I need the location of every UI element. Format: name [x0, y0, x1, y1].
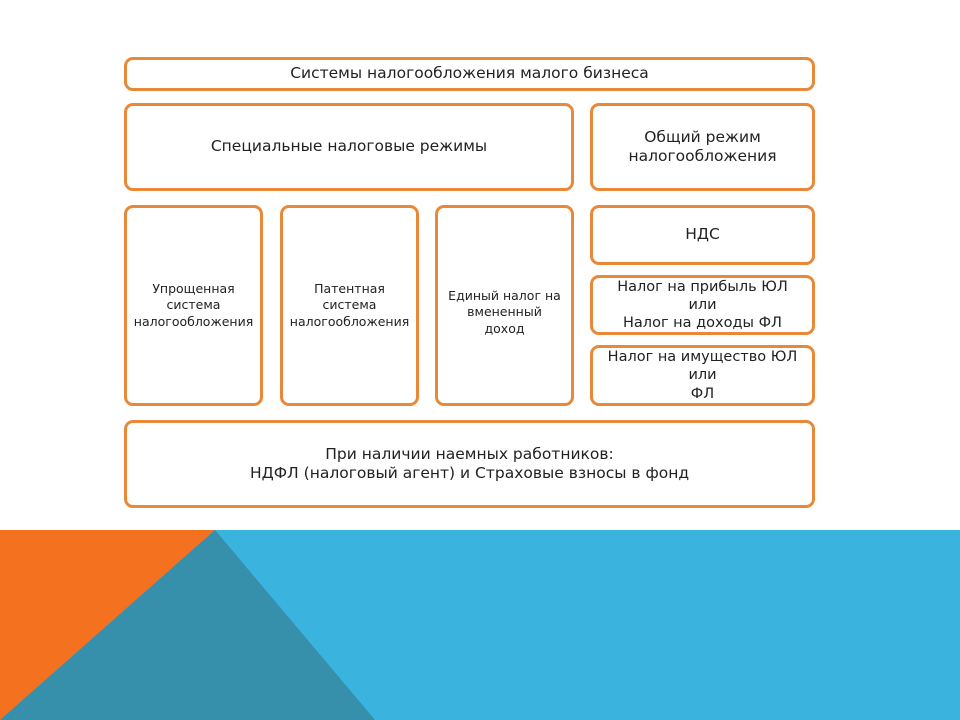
patent-line-3: налогообложения — [289, 313, 410, 329]
profit-tax-line-1: Налог на прибыль ЮЛ или — [617, 278, 788, 313]
envd-line-1: Единый налог на — [448, 288, 561, 303]
property-tax-line-1: Налог на имущество ЮЛ или — [607, 349, 798, 384]
usn-line-1: Упрощенная — [152, 281, 235, 297]
employees-box — [124, 420, 815, 508]
employees-line-2: НДФЛ (налоговый агент) и Страховые взносы в фонд — [249, 464, 690, 482]
special-regimes-box — [124, 103, 574, 191]
title-box — [124, 57, 815, 91]
patent-line-1: Патентная — [314, 281, 385, 297]
usn-box — [124, 205, 263, 406]
patent-box — [280, 205, 419, 406]
envd-box — [435, 205, 574, 406]
general-regime-box — [590, 103, 815, 191]
vat-box — [590, 205, 815, 265]
decorative-band — [0, 530, 960, 720]
general-regime-line-2: налогообложения — [628, 147, 777, 165]
special-regimes-text: Специальные налоговые режимы — [210, 137, 488, 156]
patent-line-2: система — [322, 297, 377, 313]
profit-tax-line-2: Налог на доходы ФЛ — [623, 315, 782, 332]
property-tax-box — [590, 345, 815, 406]
usn-line-2: система — [166, 297, 221, 313]
profit-tax-box — [590, 275, 815, 335]
envd-line-2: вмененный доход — [467, 304, 542, 336]
usn-line-3: налогообложения — [133, 313, 254, 329]
vat-text: НДС — [685, 225, 720, 244]
property-tax-line-2: ФЛ — [690, 385, 715, 402]
employees-line-1: При наличии наемных работников: — [325, 444, 614, 463]
general-regime-line-1: Общий режим — [644, 127, 761, 146]
title-text: Системы налогообложения малого бизнеса — [290, 64, 649, 83]
